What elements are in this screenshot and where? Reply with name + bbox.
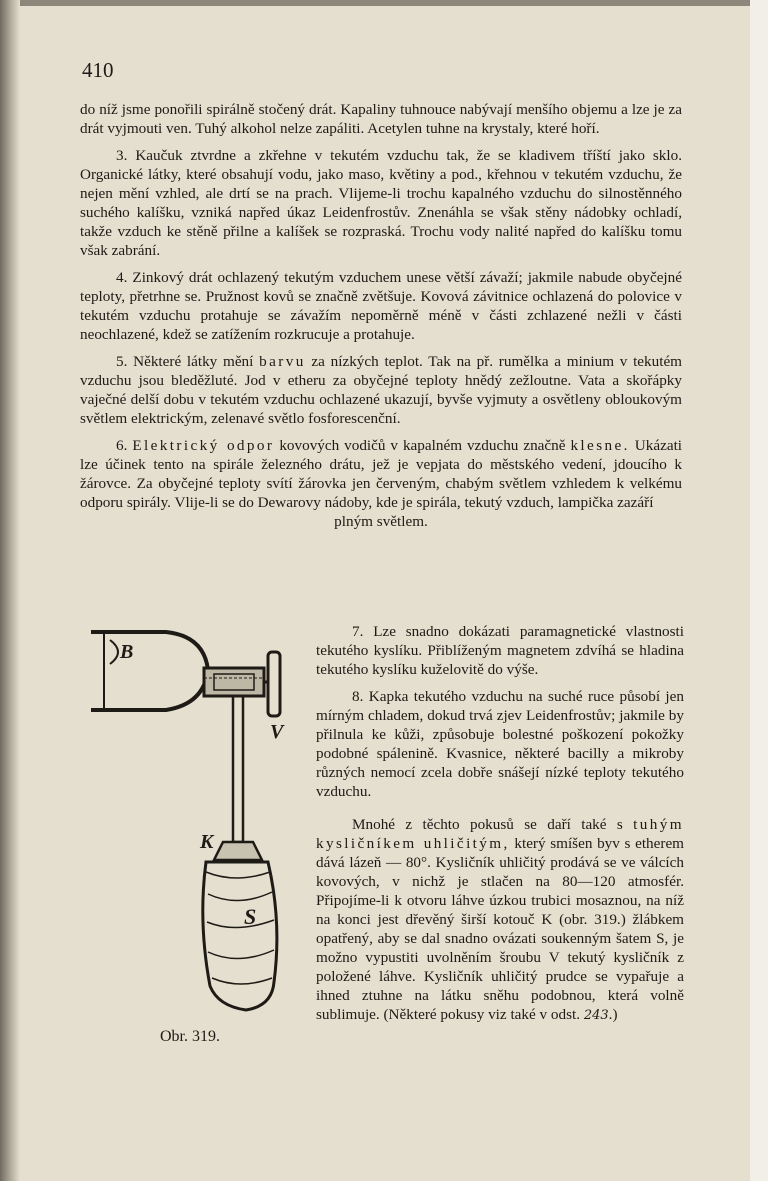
figure-319-apparatus [86,622,306,1022]
paragraph-8: 8. Kapka tekutého vzduchu na suché ruce působí jen mírným chladem, dokud trvá zjev Leidenfrostův; jakmile by přilnula ke kůži, způsobuje bolestné poškození pokožky podobné spálenině. Kvasnice, některé bacilly a mikroby různých nemocí zcela dobře snášejí nízké teploty tekutého vzduchu. [316,688,684,800]
emphasis-klesne: klesne. [570,437,630,454]
paragraph-6: 6. Elektrický odpor kovových vodičů v kapalném vzduchu značně klesne. Ukázati lze účinek tento na spirále železného drátu, jež je vepjata do městského vedení, jdoucího k žárovce. Za obyčejné teploty svítí žárovka jen červeným, chabým světlem vzhledem k velkému odporu spirály. Vlije-li se do Dewarovy nádoby, kde je spirála, tekutý vzduch, lampička zazáří [80,437,683,511]
paragraph-intro: do níž jsme ponořili spirálně stočený drát. Kapaliny tuhnouce nabývají menšího objemu a lze je za drát vyjmouti ven. Tuhý alkohol nelze zapáliti. Acetylen tuhne na krystaly, které hoří. [80,101,682,137]
emphasis-barvu: barvu [259,353,306,370]
paragraph-6-end: plným světlem. [334,513,428,530]
text-block-right [316,622,684,1025]
paragraph-3: 3. Kaučuk ztvrdne a zkřehne v tekutém vzduchu tak, že se kladivem tříští jako sklo. Organické látky, které obsahují vodu, jako maso, květiny a pod., křehnou v tekutém vzduchu, že nejen mění vzhled, ale drtí se na prach. Vlijeme-li trochu kapalného vzduchu do silnostěnného suchého kalíšku, vzniká napřed úkaz Leidenfrostův. Znenáhla se však stěny nádobky ochladí, takže vzduch ke stěně přilne a kalíšek se rozpraská. Trochu vody nalité napřed do kalíšku tomu však zabrání. [80,147,682,259]
emphasis-elektricky-odpor: Elektrický odpor [132,437,275,454]
paragraph-4: 4. Zinkový drát ochlazený tekutým vzduchem unese větší závaží; jakmile nabude obyčejné teploty, přetrhne se. Pružnost kovů se značně zvětšuje. Kovová závitnice ochlazená do polovice v tekutém vzduchu protahuje se závažím nepoměrně méně v části zchlazené nežli v části neochlazené, kdež se zatížením rozkrucuje a protahuje. [80,269,682,343]
paragraph-9: Mnohé z těchto pokusů se daří také s tuhým kysličníkem uhličitým, který smíšen byv s etherem dává lázeň — 80°. Kysličník uhličitý prodává se ve válcích kovových, v nichž je stlačen na 80—120 atmosfér. Připojíme-li k otvoru láhve úzkou trubici mosaznou, na níž na konci jest dřevěný širší kotouč K (obr. 319.) žlábkem opatřený, aby se dal snadno ovázati soukenným šatem S, je možno vypustiti uvolněním šroubu V tekutý kysličník z položené láhve. Kysličník uhličitý prudce se vypařuje a ihned ztuhne na látku sněhu podobnou, která volně sublimuje. (Některé pokusy viz také v odst. 243.) [316,816,684,1023]
text-block-top [80,100,682,531]
paragraph-5: 5. Některé látky mění barvu za nízkých teplot. Tak na př. rumělka a minium v tekutém vzduchu jsou bleděžluté. Jod v etheru za obyčejné teploty hnědý zežloutne. Vata a skořápky vaječné delší dobu v tekutém vzduchu ochlazené ukazují, byvše vyjmuty a osvětleny obloukovým světlem elektrickým, zelenavé světlo fosforescenční. [80,353,682,427]
page-binding-edge [0,0,20,1181]
label-b: B [120,641,134,663]
label-v: V [270,721,284,743]
label-k: K [200,831,214,853]
emphasis-tuhy-kyslicnik: tuhým kysličníkem uhličitým, [316,816,684,852]
paragraph-7: 7. Lze snadno dokázati paramagnetické vlastnosti tekutého kyslíku. Přiblíženým magnetem zdvíhá se hladina tekutého kyslíku kuželovitě do výše. [316,623,684,678]
scan-margin [750,0,768,1181]
handwritten-reference: 243 [583,1008,609,1023]
page-top-edge [20,0,750,6]
figure-caption: Obr. 319. [160,1028,220,1045]
label-s: S [244,904,257,929]
page-number: 410 [82,58,114,82]
